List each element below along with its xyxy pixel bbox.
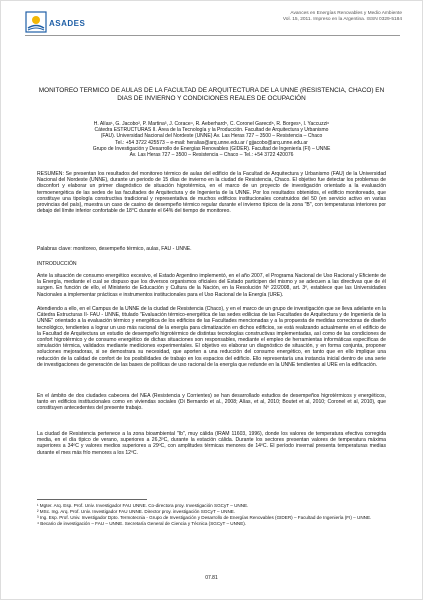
footnote: ¹ Mgter. Arq. Esp. Prof. Univ. Investigador FAU UNNE. Co-directora proy. Investigación SGCyT – UNNE. <box>37 503 249 508</box>
affiliation-line: (FAU). Universidad Nacional del Nordeste (UNNE) Av. Las Heras 727 – 3500 – Resistencia – Chaco <box>100 133 323 140</box>
affiliation-line: Cátedra ESTRUCTURAS II. Área de la Tecnología y la Producción. Facultad de Arquitectura y Urbanismo <box>94 127 329 134</box>
author-names: H. Alías¹, G. Jacobo², P. Martina³, J. Corace⁴, R. Aeberhard⁵, C. Coronel Garecd⁶, R. Borges⁶, I. Yaccuzzi⁶ <box>93 121 330 127</box>
body-paragraph: La ciudad de Resistencia pertenece a la zona bioambiental "Ib", muy cálida (IRAM 11603, 1996), donde los valores de temperatura efectiva corregida media, en el día típico de verano, superiores a 26,3ºC, durante la estación cálida. Durante los sectores presentan valores de temperatura máxima superiores a 34ºC y valores medios superiores a 29ºC, con amplitudes térmicas menores de 14ºC. El período invernal presenta temperaturas medias durante el mes más frío menores a los 12ºC. <box>37 431 386 456</box>
address-line: Av. Las Heras 727 – 3500 – Resistencia – Chaco – Tel.: +54 3722 420076 <box>129 152 294 159</box>
author-block <box>37 121 386 158</box>
journal-volume: Vol. 15, 2011. Impreso en la Argentina. ISSN 0329-5184 <box>282 17 402 22</box>
page-number: 07.81 <box>205 575 218 581</box>
contact-line: Tel.: +54 3722 425573 – e-mail: heralias@arq.unne.edu.ar / gjjacobo@arq.unne.edu.ar <box>115 139 308 146</box>
footnote: ³ Ing. Esp. Prof. Univ. Investigador Dpto. Termotecnia - Grupo de Investigación y Desarrollo de Energías Renovables (GIDER) – Facultad de Ingeniería (FI) – UNNE. <box>37 515 372 520</box>
footnote-divider <box>37 499 147 500</box>
journal-title: Avances en Energías Renovables y Medio Ambiente <box>290 11 402 16</box>
body-paragraph: Ante la situación de consumo energético excesivo, el Estado Argentino implementó, en el año 2007, el Programa Nacional de Uso Racional y Eficiente de la Energía, mediante el cual se dispuso que los diversos organismos oficiales del Estado participen del mismo y se adecuen a las directivas que de él surgen. En función de ello, el Ministerio de Educación y Cultura de la Nación, en la Resolución Nº 22/2008, art. 3º, establece que las Universidades Nacionales a implementar prácticas e instrumentos institucionales para el Uso Racional de la Energía (URE). <box>37 273 386 298</box>
page-header <box>1 1 423 35</box>
logo-text: ASADES <box>49 19 86 28</box>
body-paragraph: En el ámbito de dos ciudades cabecera del NEA (Resistencia y Corrientes) se han desarrollado estudios de desempeños higrotérmicos y energéticos, tanto en edificios institucionales como en viviendas sociales (Di Bernardo et al., 2008; Alías, et al, 2010; Boutet et al, 2010; Coronel et al, 2010), que constituyen antecedentes del presente trabajo. <box>37 393 386 412</box>
asades-logo-mark-icon <box>25 11 47 33</box>
footnote: ² MSc. Ing. Arq. Prof. Univ. Investigador FAU UNNE. Director proy. investigación SGCyT – UNNE. <box>37 509 236 514</box>
footnotes <box>37 503 386 527</box>
abstract-paragraph: RESUMEN: Se presentan los resultados del monitoreo térmico de aulas del edificio de la Facultad de Arquitectura y Urbanismo (FAU) de la Universidad Nacional del Nordeste (UNNE), durante un periodo de 15 días de invierno en la ciudad de Resistencia, Chaco. El objetivo fue detectar los problemas de disconfort y elaborar un primer diagnóstico de situación higrotérmica, en el marco de un proyecto de investigación orientado a la evaluación termoenergética de las sedes de las facultades de Arquitectura y de Ingeniería de la UNNE. Por los resultados obtenidos, el edificio monitoreado, que constituye una tipología constructiva tradicional y representativa de muchos edificios institucionales construidos del 50 (en servicio activo en varias provincias del país), muestra un caso de casino de desempeño térmico regular durante el invierno típicos de la zona "B", con temperaturas interiores por debajo del límite inferior confortable de 18°C durante el 64% del tiempo de monitoreo. <box>37 171 386 215</box>
footnote: ⁴ Becario de investigación – FAU – UNNE. Secretaría General de Ciencia y Técnica (SGCyT – UNNE). <box>37 521 247 526</box>
body-paragraph: Atendiendo a ello, en el Campus de la UNNE de la ciudad de Resistencia (Chaco), y en el marco de un grupo de investigación que se lleva adelante en la Cátedra Estructuras II- FAU - UNNE, titulado "Evaluación térmico-energética de las sedes edilicias de las Facultades de Arquitectura y de Ingeniería de la UNNE" orientado a la evaluación térmico y energética de los edificios de las Facultades mencionadas y a la propuesta de medidas correctoras de diseño tecnológico, tendientes a lograr un uso más racional de la energía para climatización en dichos edificios, se está realizando actualmente en el edificio de la Facultad de Arquitectura un estudio de desempeño higrotérmico de distintas tecnologías constructivas implementadas, así como de las condiciones de confort higrotérmico y de consumo energético de dichas situaciones son responsables, mediante el empleo de herramientas informáticas específicas de simulación térmica, validados mediante mediciones experimentales. El objetivo es elaborar un diagnóstico de situación, y en forma conjunta, proponer soluciones mejoradoras, si se demostrara su necesidad, que aporten a una reducción del consumo energético, en tanto que en ello implique una reducción de la calidad de confort de los posibilidades de trabajo en los espacios del edificio. Ello representaría una instancia inicial dentro de una serie de investigaciones de generación de las bases de políticas de uso racional de la energía que redunde en la UNNE tendientes al URE en la edificación. <box>37 306 386 368</box>
journal-info <box>283 11 402 23</box>
paper-title: MONITOREO TERMICO DE AULAS DE LA FACULTAD DE ARQUITECTURA DE LA UNNE (RESISTENCIA, CHACO) EN DIAS DE INVIERNO Y CONDICIONES REALES DE OCUPACIÓN <box>38 87 385 102</box>
keywords-line: Palabras clave: monitoreo, desempeño térmico, aulas, FAU - UNNE. <box>37 246 192 252</box>
research-group-line: Grupo de Investigación y Desarrollo de Energías Renovables (GIDER). Facultad de Ingeniería (FI) – UNNE <box>92 145 331 152</box>
header-divider <box>25 35 400 36</box>
section-heading-introduction: INTRODUCCIÓN <box>37 261 77 267</box>
asades-logo <box>25 11 105 33</box>
